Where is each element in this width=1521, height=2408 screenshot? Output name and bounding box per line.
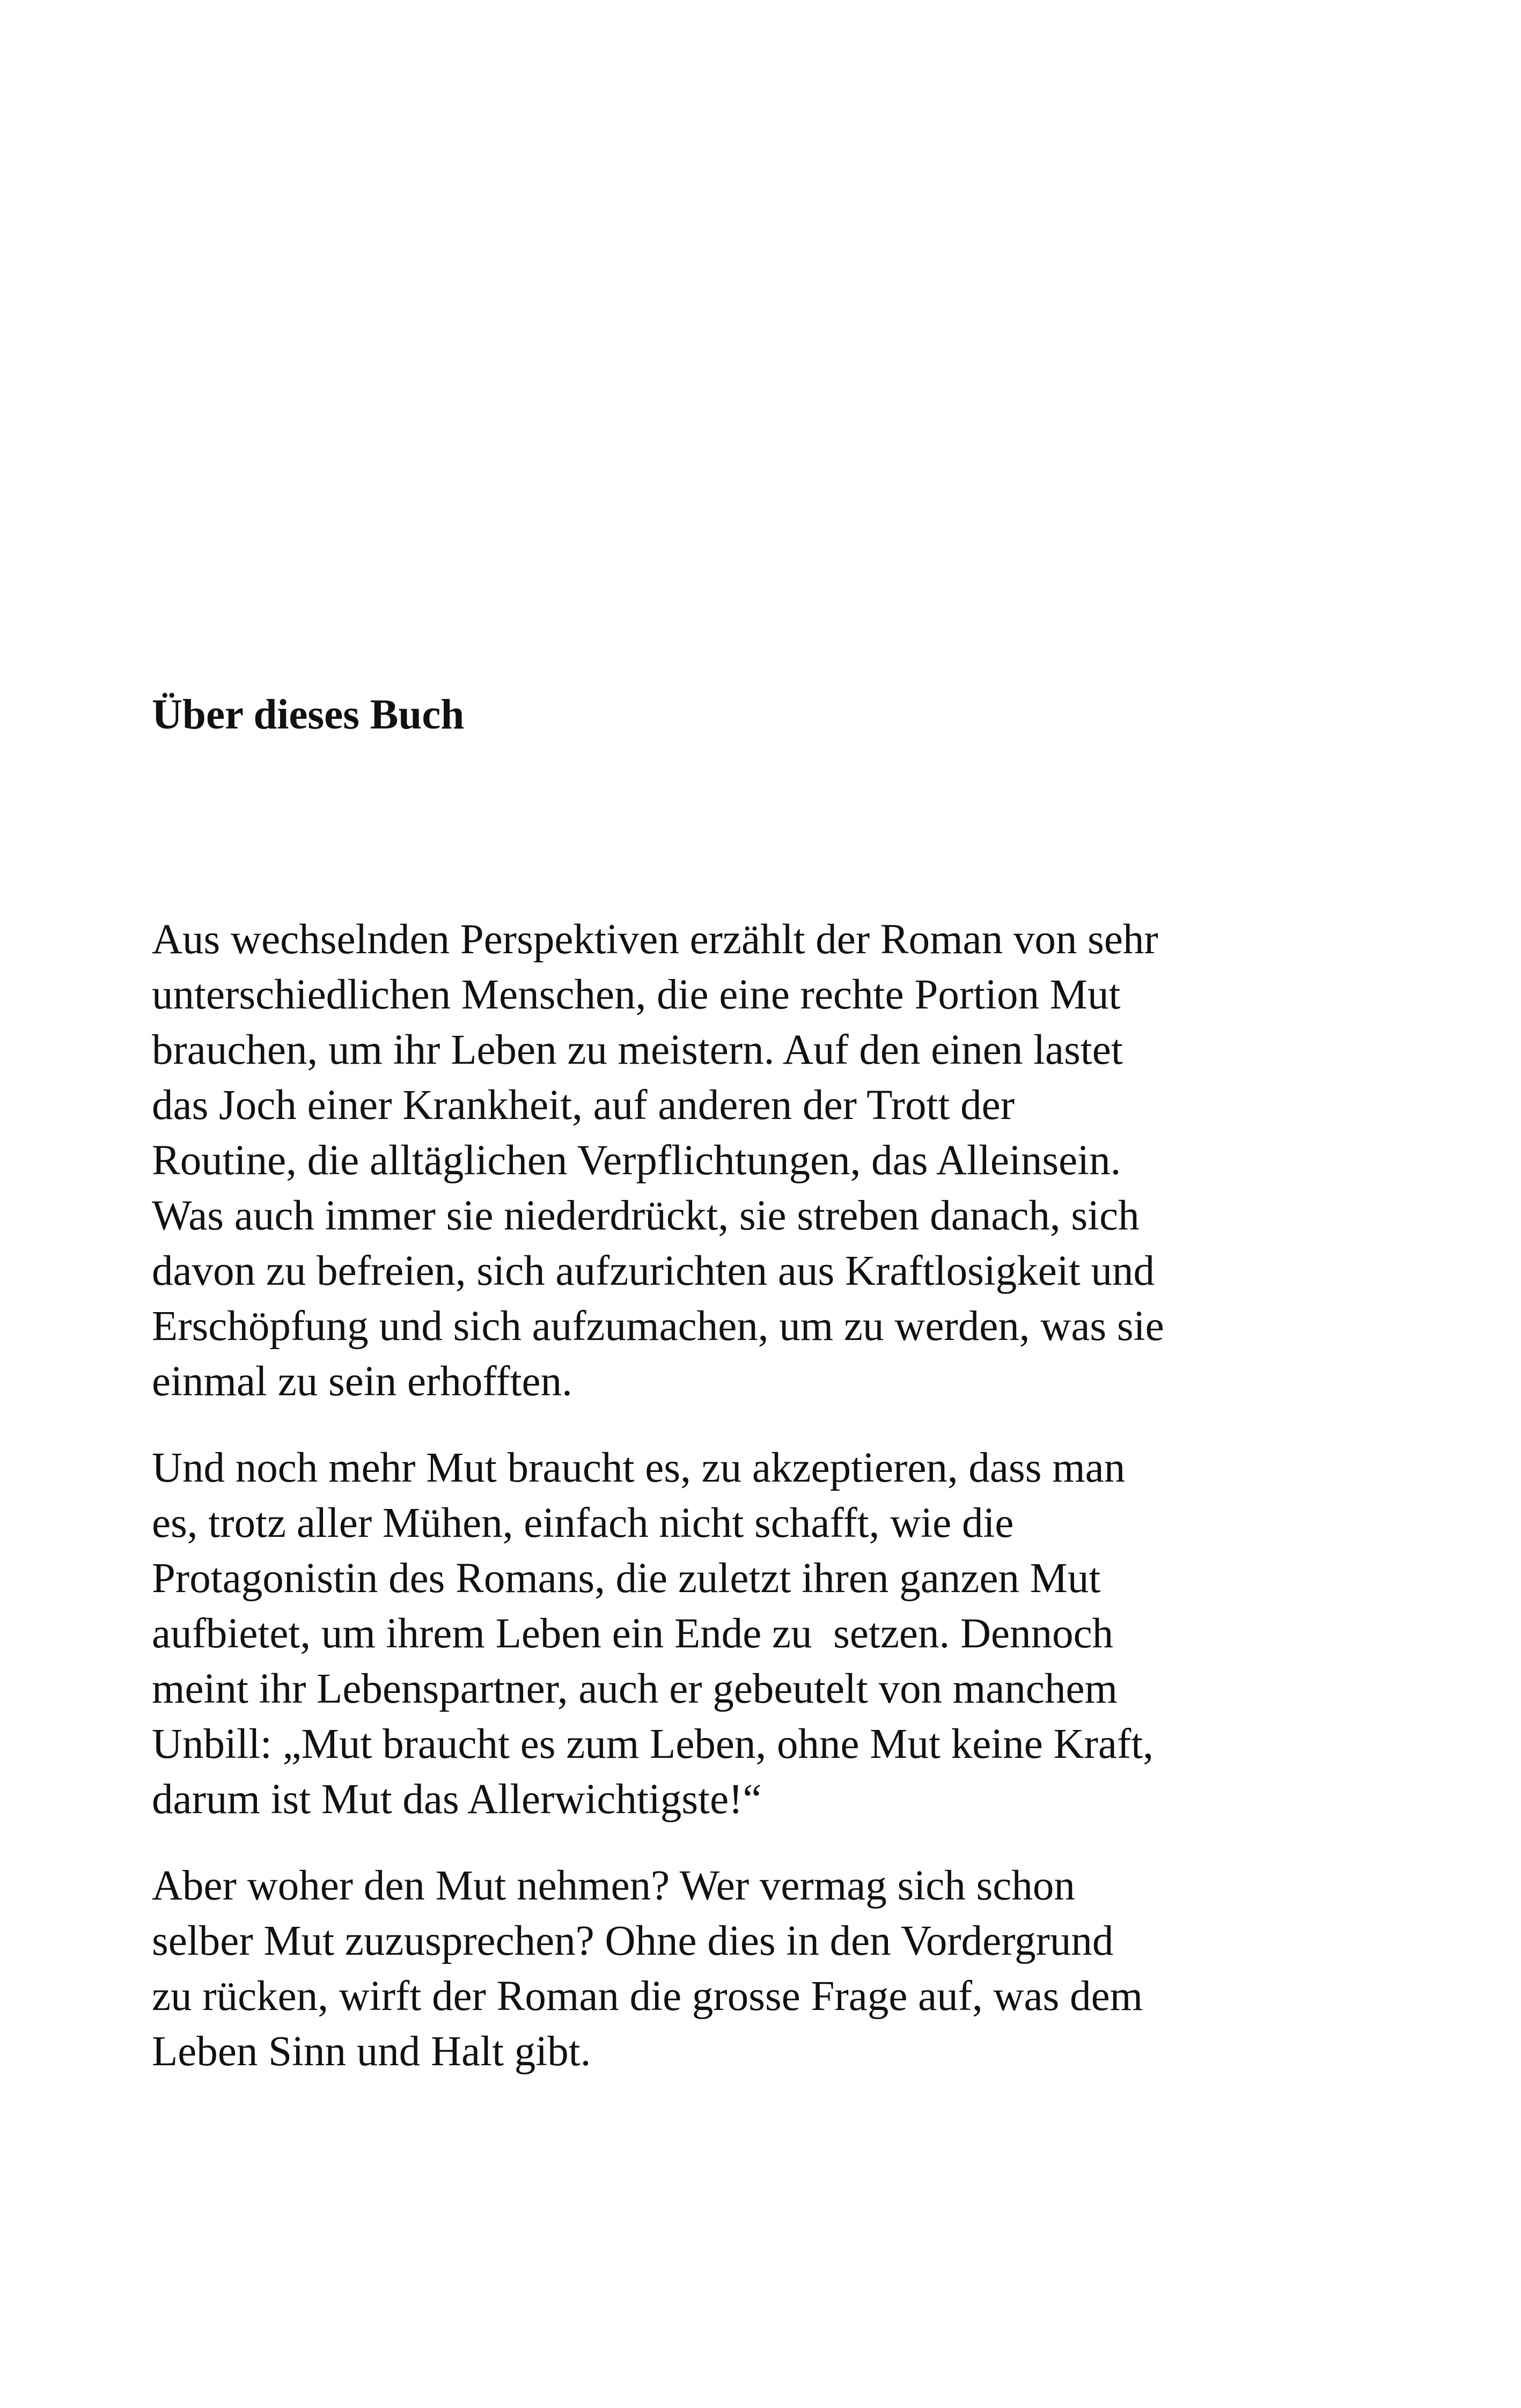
paragraph-1 <box>152 912 1386 1409</box>
text-line: meint ihr Lebenspartner, auch er gebeutelt von manchem <box>152 1666 1118 1712</box>
text-line: es, trotz aller Mühen, einfach nicht schafft, wie die <box>152 1500 1014 1547</box>
text-line: aufbietet, um ihrem Leben ein Ende zu setzen. Dennoch <box>152 1610 1114 1657</box>
text-line: selber Mut zuzusprechen? Ohne dies in den Vordergrund <box>152 1918 1114 1964</box>
page-title: Über dieses Buch <box>152 691 465 738</box>
text-line: Was auch immer sie niederdrückt, sie streben danach, sich <box>152 1192 1140 1239</box>
text-line: zu rücken, wirft der Roman die grosse Frage auf, was dem <box>152 1973 1143 2020</box>
text-line: Und noch mehr Mut braucht es, zu akzeptieren, dass man <box>152 1445 1126 1491</box>
text-line: das Joch einer Krankheit, auf anderen der Trott der <box>152 1082 1015 1129</box>
text-line: Leben Sinn und Halt gibt. <box>152 2028 591 2075</box>
text-line: davon zu befreien, sich aufzurichten aus Kraftlosigkeit und <box>152 1248 1155 1294</box>
text-line: Protagonistin des Romans, die zuletzt ihren ganzen Mut <box>152 1555 1101 1602</box>
text-line: Aus wechselnden Perspektiven erzählt der Roman von sehr <box>152 916 1158 963</box>
text-line: unterschiedlichen Menschen, die eine rechte Portion Mut <box>152 971 1121 1018</box>
text-line: Unbill: „Mut braucht es zum Leben, ohne Mut keine Kraft, <box>152 1721 1153 1768</box>
text-line: Erschöpfung und sich aufzumachen, um zu werden, was sie <box>152 1303 1164 1350</box>
text-line: Routine, die alltäglichen Verpflichtungen, das Alleinsein. <box>152 1137 1121 1184</box>
text-line: darum ist Mut das Allerwichtigste!“ <box>152 1776 762 1823</box>
blurb-body <box>152 912 1386 2110</box>
text-line: brauchen, um ihr Leben zu meistern. Auf den einen lastet <box>152 1027 1123 1073</box>
paragraph-2 <box>152 1440 1386 1827</box>
paragraph-3 <box>152 1858 1386 2079</box>
text-line: einmal zu sein erhofften. <box>152 1358 572 1405</box>
text-line: Aber woher den Mut nehmen? Wer vermag sich schon <box>152 1862 1075 1909</box>
